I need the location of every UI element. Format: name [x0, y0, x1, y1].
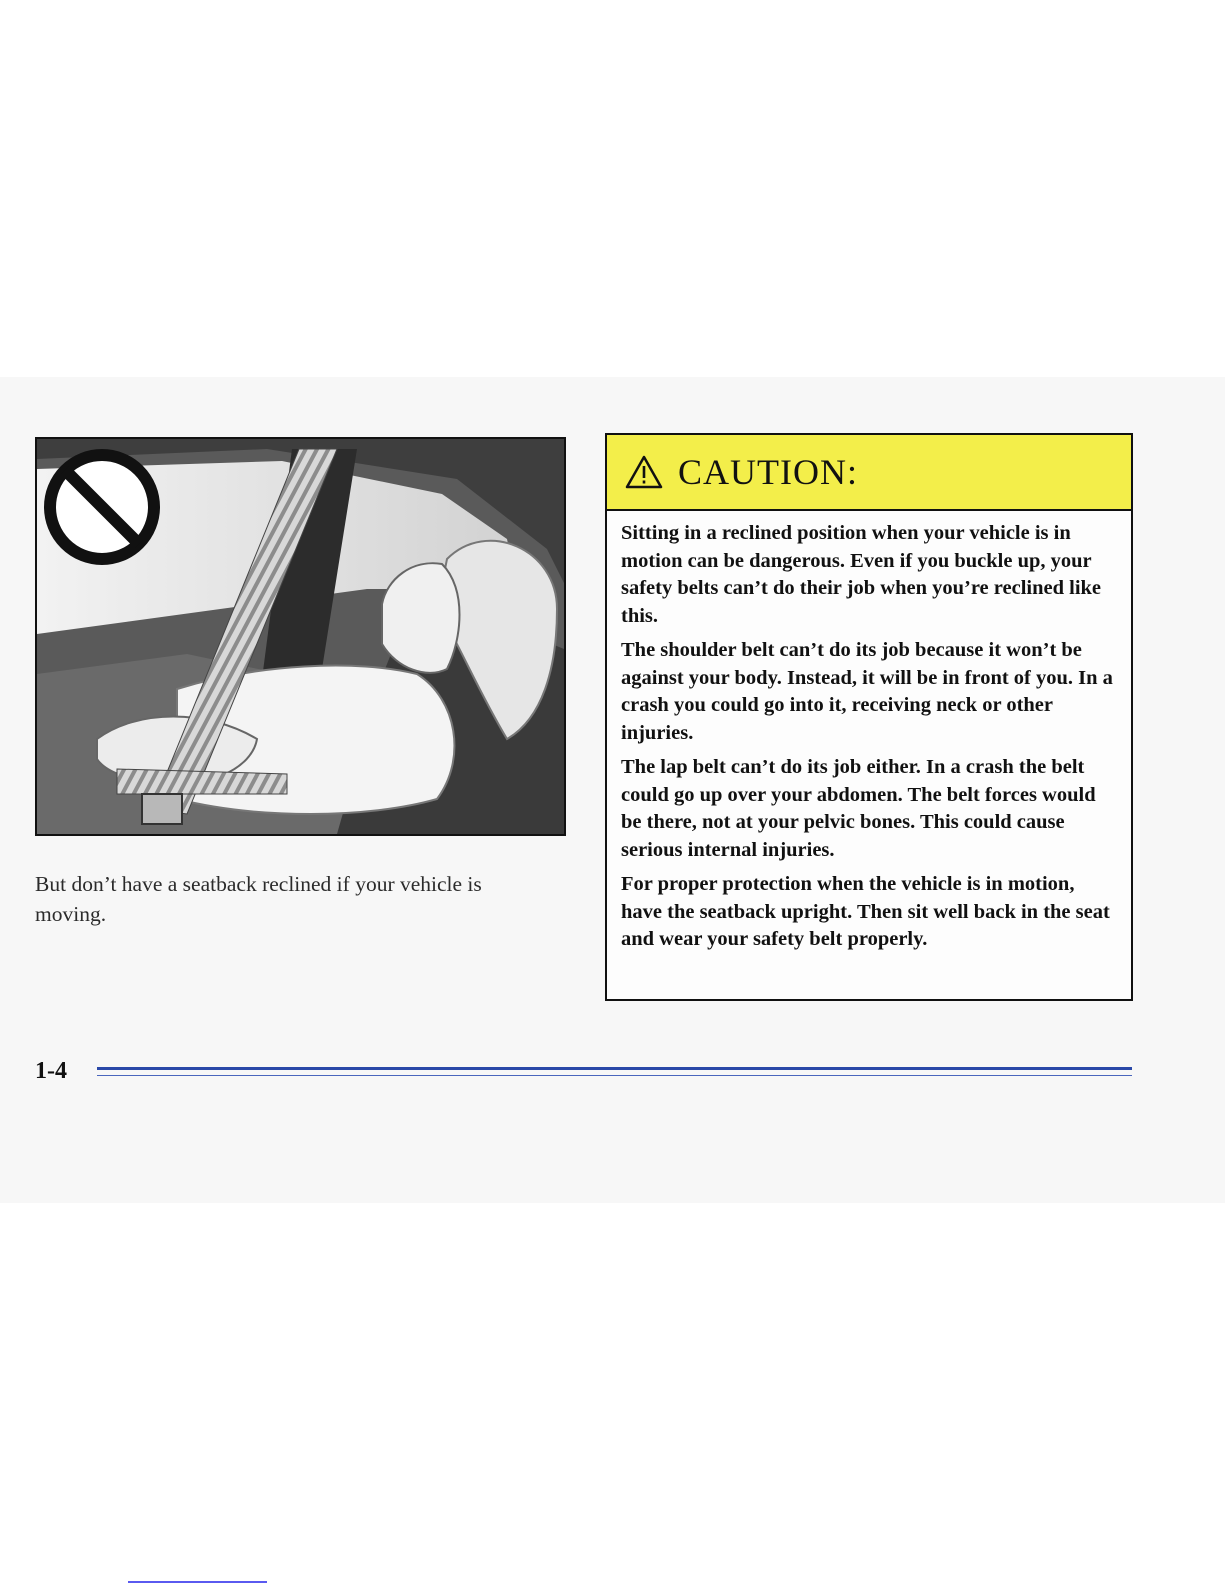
caution-title: CAUTION: [678, 452, 858, 492]
caution-paragraph: Sitting in a reclined position when your vehicle is in motion can be dangerous. Even if you buckle up, your safety belts can’t do their job when you’re reclined like this. [621, 522, 1102, 627]
caution-header [607, 435, 1131, 511]
page-number: 1-4 [35, 1058, 67, 1084]
caution-box [605, 433, 1133, 1001]
manual-page [0, 377, 1225, 1203]
reclined-passenger-image [37, 439, 564, 834]
footer-rule-thick [97, 1067, 1132, 1070]
prohibited-sign-icon [50, 455, 154, 559]
caution-text [621, 520, 1116, 961]
bottom-edge-mark [128, 1581, 267, 1583]
footer-rule [97, 1067, 1132, 1079]
reclined-seat-illustration [35, 437, 566, 836]
caution-paragraph: For proper protection when the vehicle is in motion, have the seatback upright. Then sit well back in the seat and wear your safety belt properly. [621, 873, 1110, 950]
body-paragraph: But don’t have a seatback reclined if your vehicle is moving. [35, 872, 482, 926]
footer-rule-thin [97, 1075, 1132, 1076]
warning-triangle-icon [625, 455, 663, 489]
caution-paragraph: The shoulder belt can’t do its job because it won’t be against your body. Instead, it will be in front of you. In a crash you could go into it, receiving neck or other injuries. [621, 639, 1113, 744]
caution-paragraph: The lap belt can’t do its job either. In a crash the belt could go up over your abdomen. The belt forces would be there, not at your pelvic bones. This could cause serious internal injuries. [621, 756, 1096, 861]
